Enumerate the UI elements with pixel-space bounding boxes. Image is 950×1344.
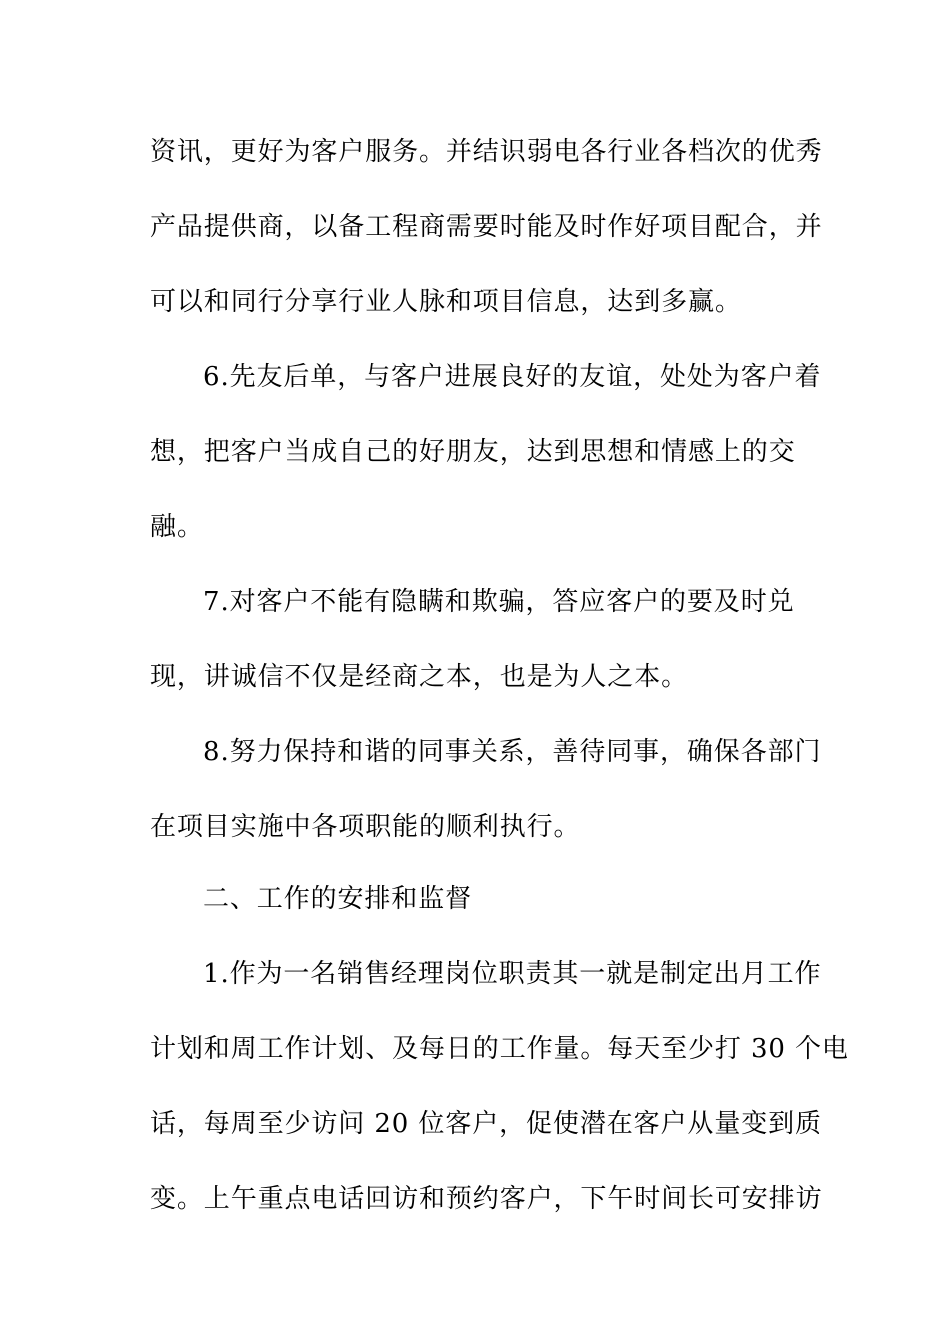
text-line: 计划和周工作计划、及每日的工作量。每天至少打 30 个电 (150, 1034, 849, 1064)
text-line: 可以和同行分享行业人脉和项目信息，达到多赢。 (150, 287, 742, 317)
text-line: 融。 (150, 512, 204, 542)
text-line: 现，讲诚信不仅是经商之本，也是为人之本。 (150, 662, 689, 692)
text-line: 6.先友后单，与客户进展良好的友谊，处处为客户着 (203, 362, 822, 392)
text-line: 想，把客户当成自己的好朋友，达到思想和情感上的交 (150, 437, 796, 467)
text-line: 变。上午重点电话回访和预约客户，下午时间长可安排访 (150, 1184, 823, 1214)
text-line: 8.努力保持和谐的同事关系，善待同事，确保各部门 (203, 737, 822, 767)
text-line: 话，每周至少访问 20 位客户，促使潜在客户从量变到质 (150, 1109, 822, 1139)
section-heading: 二、工作的安排和监督 (203, 884, 473, 914)
text-line: 1.作为一名销售经理岗位职责其一就是制定出月工作 (203, 959, 822, 989)
text-line: 产品提供商，以备工程商需要时能及时作好项目配合，并 (150, 212, 823, 242)
text-line: 7.对客户不能有隐瞒和欺骗，答应客户的要及时兑 (203, 587, 795, 617)
text-line: 资讯，更好为客户服务。并结识弱电各行业各档次的优秀 (150, 137, 823, 167)
text-line: 在项目实施中各项职能的顺利执行。 (150, 812, 581, 842)
